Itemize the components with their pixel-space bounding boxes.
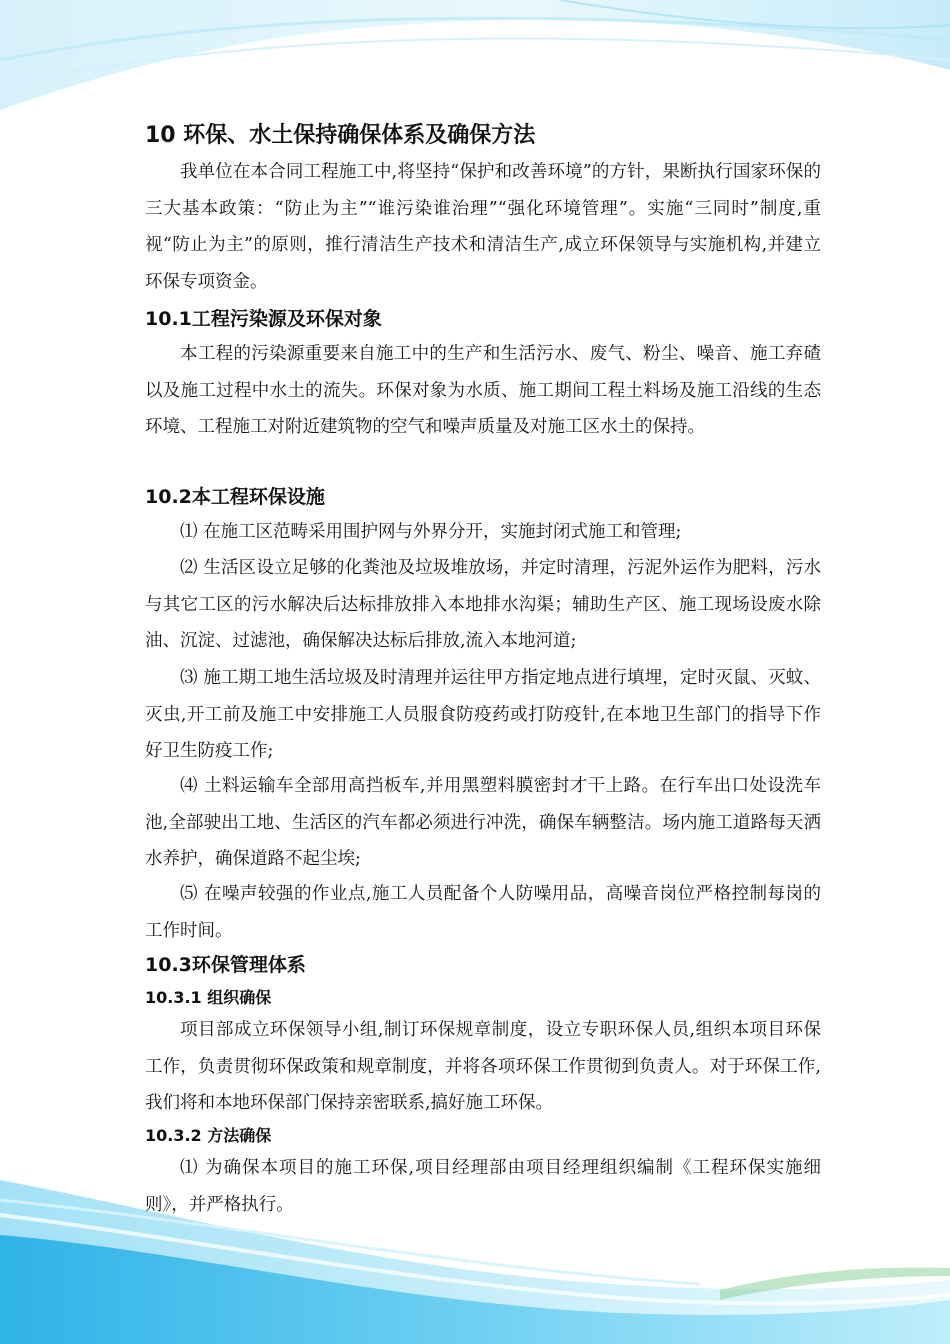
list-item-4: ⑷ 土料运输车全部用高挡板车,并用黑塑料膜密封才干上路。在行车出口处设洗车池,全部驶出工地、生活区的汽车都必须进行冲洗，确保车辆整洁。场内施工道路每天洒水养护，确保道路不起尘埃;: [145, 776, 821, 869]
heading-10-1: 10.1工程污染源及环保对象: [145, 308, 382, 330]
paragraph-10-1: 本工程的污染源重要来自施工中的生产和生活污水、废气、粉尘、噪音、施工弃碴以及施工过程中水土的流失。环保对象为水质、施工期间工程土料场及施工沿线的生态环境、工程施工对附近建筑物的空气和噪声质量及对施工区水土的保持。: [145, 344, 821, 437]
paragraph-10-3-1: 项目部成立环保领导小组,制订环保规章制度，设立专职环保人员,组织本项目环保工作，负责贯彻环保政策和规章制度，并将各项环保工作贯彻到负责人。对于环保工作,我们将和本地环保部门保持亲密联系,搞好施工环保。: [145, 1020, 821, 1113]
intro-paragraph: 我单位在本合同工程施工中,将坚持“保护和改善环境”的方针，果断执行国家环保的三大基本政策：“防止为主”“谁污染谁治理”“强化环境管理”。实施“三同时”制度,重视“防止为主”的原则，推行清洁生产技术和清洁生产,成立环保领导与实施机构,并建立环保专项资金。: [145, 162, 821, 292]
section-title: 10 环保、水土保持确保体系及确保方法: [145, 123, 536, 148]
list-item-5: ⑸ 在噪声较强的作业点,施工人员配备个人防噪用品，高噪音岗位严格控制每岗的工作时间。: [145, 884, 821, 941]
heading-10-3: 10.3环保管理体系: [145, 954, 306, 976]
heading-10-2: 10.2本工程环保设施: [145, 486, 325, 508]
list-item-2: ⑵ 生活区设立足够的化粪池及垃圾堆放场，并定时清理，污泥外运作为肥料，污水与其它工区的污水解决后达标排放排入本地排水沟渠；辅助生产区、施工现场设废水除油、沉淀、过滤池，确保解决达标后排放,流入本地河道;: [145, 558, 821, 651]
heading-10-3-1: 10.3.1 组织确保: [145, 988, 272, 1007]
list-item-1: ⑴ 在施工区范畴采用围护网与外界分开，实施封闭式施工和管理;: [180, 522, 682, 542]
paragraph-10-3-2: ⑴ 为确保本项目的施工环保,项目经理部由项目经理组织编制《工程环保实施细则》，并严格执行。: [145, 1158, 821, 1215]
list-item-3: ⑶ 施工期工地生活垃圾及时清理并运往甲方指定地点进行填埋，定时灭鼠、灭蚊、灭虫,开工前及施工中安排施工人员服食防疫药或打防疫针,在本地卫生部门的指导下作好卫生防疫工作;: [145, 668, 821, 761]
heading-10-3-2: 10.3.2 方法确保: [145, 1126, 272, 1145]
